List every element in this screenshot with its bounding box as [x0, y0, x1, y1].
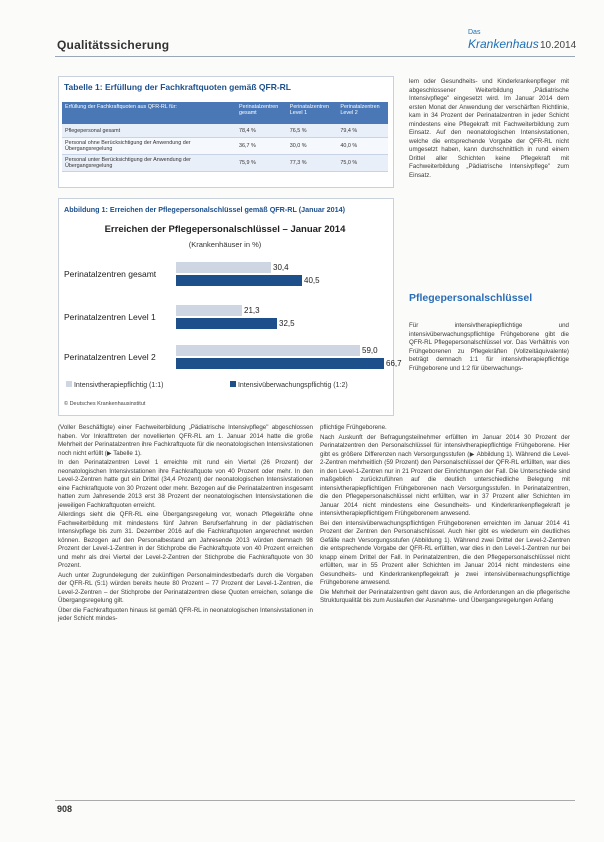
table-cell: 77,3 %	[287, 155, 338, 172]
legend-swatch-1	[66, 381, 72, 387]
journal-logo: Krankenhaus	[468, 37, 539, 51]
table-header-cell: Perinatalzentren Level 2	[337, 102, 388, 124]
paragraph: Über die Fachkraftquoten hinaus ist gemäß QFR-RL in neonatologischen Intensivstationen in jeder Schicht mindes-	[58, 606, 313, 622]
page-number: 908	[57, 804, 73, 814]
right-column-bottom	[409, 322, 569, 374]
paragraph: (Voller Beschäftigte) einer Fachweiterbildung „Pädiatrische Intensivpflege" abgeschlossen haben. Vor Inkrafttreten der novellierten QFR-RL am 1. Januar 2014 hatte die große Mehrheit der Perinatalzentren ihre Fachkraftquote für die neonatologischen Intensivstationen noch nicht erfüllt (▶ Tabelle 1).	[58, 424, 313, 457]
table-header-cell: Perinatalzentren Level 1	[287, 102, 338, 124]
legend-item-1	[66, 381, 163, 389]
issue-number: 10.2014	[540, 40, 577, 51]
running-header	[0, 0, 604, 62]
table-title: Tabelle 1: Erfüllung der Fachkraftquoten gemäß QFR-RL	[64, 82, 292, 92]
footer-rule	[55, 800, 575, 801]
table-header-cell: Perinatalzentren gesamt	[236, 102, 287, 124]
bar	[176, 275, 302, 286]
chart-title: Erreichen der Pflegepersonalschlüssel – Januar 2014	[104, 224, 346, 235]
header-rule	[55, 56, 575, 57]
table-1	[62, 102, 388, 172]
legend-item-2	[230, 381, 348, 389]
paragraph: Auch unter Zugrundelegung der zukünftigen Personalmindestbedarfs durch die Vorgaben der QFR-RL (5:1) würden bereits heute 80 Prozent – 77 Prozent der Level-1-Zentren, die Level-2-Zentren – der Stichprobe der Perinatalzentren diese Quoten erreichen, solange die Übergangsregelung gilt.	[58, 571, 313, 604]
chart-subtitle: (Krankenhäuser in %)	[188, 240, 262, 249]
right-column	[320, 424, 570, 607]
bar	[176, 262, 271, 273]
legend-swatch-2	[230, 381, 236, 387]
bar	[176, 345, 360, 356]
table-cell: 75,0 %	[337, 155, 388, 172]
paragraph: In den Perinatalzentren Level 1 erreichte mit rund ein Viertel (26 Prozent) der neonatologischen Intensivstationen ihre Fachkraftquote von 40 Prozent oder mehr. In den Level-2-Zentren hatte gut ein Drittel (34,4 Prozent) der neonatologischen Intensivstationen eine Fachkraftquote von 30 Prozent oder mehr. Bezogen auf die Perinatalzentren insgesamt hatten zum Jahresende 2013 erst 38 Prozent der neonatologischen Intensivstationen die jeweiligen Fachkraftquoten erreicht.	[58, 459, 313, 509]
paragraph: Für intensivtherapiepflichtige und intensivüberwachungspflichtige Frühgeborene gibt die QFR-RL Pflegepersonalschlüssel vor. Das Verhältnis von Frühgeborenen zu Pflegekräften (Vollzeitäquivalente) beträgt demnach 1:1 für intensivtherapiepflichtige Frühgeborene und 1:2 für überwachungs-	[409, 322, 569, 372]
right-column-top	[409, 78, 569, 181]
table-cell: 36,7 %	[236, 138, 287, 155]
table-row	[62, 124, 388, 138]
category-label: Perinatalzentren Level 1	[64, 312, 156, 322]
figure-source: © Deutsches Krankenhausinstitut	[64, 401, 146, 407]
journal-logo-small: Das	[468, 29, 481, 36]
paragraph: Die Mehrheit der Perinatalzentren geht davon aus, die Anforderungen an die pflegerische Strukturqualität bis zum Auslaufen der Ausnahme- und Übergangsregelungen Anfang	[320, 588, 570, 604]
category-label: Perinatalzentren Level 2	[64, 352, 156, 362]
data-label: 32,5	[279, 319, 295, 328]
table-cell: 30,0 %	[287, 138, 338, 155]
table-cell: 79,4 %	[337, 124, 388, 138]
section-title: Qualitätssicherung	[57, 38, 170, 52]
paragraph: pflichtige Frühgeborene.	[320, 424, 387, 431]
data-label: 30,4	[273, 263, 289, 272]
table-row	[62, 155, 388, 172]
figure-caption: Abbildung 1: Erreichen der Pflegepersonalschlüssel gemäß QFR-RL (Januar 2014)	[64, 205, 346, 214]
data-label: 59,0	[362, 346, 378, 355]
table-cell: 40,0 %	[337, 138, 388, 155]
table-cell: 75,9 %	[236, 155, 287, 172]
data-label: 21,3	[244, 306, 260, 315]
data-label: 40,5	[304, 276, 320, 285]
paragraph: Allerdings sieht die QFR-RL eine Übergangsregelung vor, wonach Pflegekräfte ohne Fachweiterbildung mit mindestens fünf Jahren Berufserfahrung in der pädiatrischen Intensivpflege bis zum 31. Dezember 2016 auf die Fachkraftquoten angerechnet werden können. Bezogen auf den Personalbestand am Jahresende 2013 würden demnach 98 Prozent der Level-1-Zentren in der Stichprobe die Fachkraftquote von 40 Prozent erreichen und mehr als drei Viertel der Level-2-Zentren der Stichprobe die Fachkraftquote von 30 Prozent.	[58, 511, 313, 569]
table-cell: Pflegepersonal gesamt	[62, 124, 236, 138]
paragraph: lem oder Gesundheits- und Kinderkrankenpfleger mit abgeschlossener Weiterbildung „Pädiatrische Intensivpflege" eingesetzt wird. Im Januar 2014 dem ersten Monat der Anwendung der verschärften Richtlinie, kam in 34 Prozent der Perinatalzentren in jeder Schicht mindestens eine Pflegekraft mit Fachweiterbildung zum Einsatz. Auf den neonatologischen Intensivstationen, welche die entsprechende Vorgabe der QFR-RL nicht umgesetzt haben, kann durchschnittlich in rund einem Drittel aller Schichten keine Pflegekraft mit Fachweiterbildung „Pädiatrische Intensivpflege" zum Einsatz.	[409, 78, 569, 179]
subheading: Pflegepersonalschlüssel	[409, 292, 533, 304]
table-cell: Personal ohne Berücksichtigung der Anwendung der Übergangsregelung	[62, 138, 236, 155]
table-row	[62, 138, 388, 155]
legend-label-1: Intensivtherapiepflichtig (1:1)	[73, 382, 164, 389]
legend-label-2: Intensivüberwachungspflichtig (1:2)	[237, 382, 348, 389]
data-label: 66,7	[386, 359, 402, 368]
bar	[176, 305, 242, 316]
paragraph: Nach Auskunft der Befragungsteilnehmer erfüllten im Januar 2014 30 Prozent der Perinatalzentren den Personalschlüssel für intensivtherapiepflichtige Frühgeborene. Hier gibt es größere Differenzen nach Versorgungsstufen (▶ Abbildung 1). Während die Level-2-Zentren mehrheitlich (59 Prozent) den Personalschlüssel der QFR-RL erfüllten, war dies in den Level-1-Zentren nur in 21 Prozent der Einrichtungen der Fall. Die Unterschiede sind maßgeblich zurückzuführen auf die deutlich unterschiedliche Belegung mit intensivtherapiepflichtigen Frühgeborenen nach Versorgungsstufen. In Perinatalzentren, die den Pflegepersonalschlüssel nicht erfüllten, war in 37 Prozent aller Schichten im Januar 2014 nicht mindestens eine Gesundheits- und Kinderkrankenpflegekraft je intensivtherapiepflichtigem Frühgeborenem anwesend.	[320, 433, 570, 517]
table-header-cell: Erfüllung der Fachkraftquoten aus QFR-RL für:	[62, 102, 236, 124]
table-cell: 78,4 %	[236, 124, 287, 138]
table-cell: 76,5 %	[287, 124, 338, 138]
category-label: Perinatalzentren gesamt	[64, 269, 157, 279]
table-cell: Personal unter Berücksichtigung der Anwendung der Übergangsregelung	[62, 155, 236, 172]
left-column	[58, 424, 313, 625]
bar	[176, 318, 277, 329]
paragraph: Bei den intensivüberwachungspflichtigen Frühgeborenen erreichten im Januar 2014 41 Prozent der Zentren den Personalschlüssel. Auch hier gibt es wiederum ein deutliches Gefälle nach Versorgungsstufen (Abbildung 1). Während zwei Drittel der Level-2-Zentren die entsprechende Vorgabe der QFR-RL erfüllten, war dies in den Level-1-Zentren nur bei knapp einem Drittel der Fall. In Perinatalzentren, die den Pflegepersonalschlüssel nicht erfüllten, war in 55 Prozent aller Schichten im Januar 2014 nicht mindestens eine Gesundheits- und Kinderkrankenpflegekraft je zwei intensivüberwachungspflichtige Frühgeborene anwesend.	[320, 519, 570, 586]
bar	[176, 358, 384, 369]
